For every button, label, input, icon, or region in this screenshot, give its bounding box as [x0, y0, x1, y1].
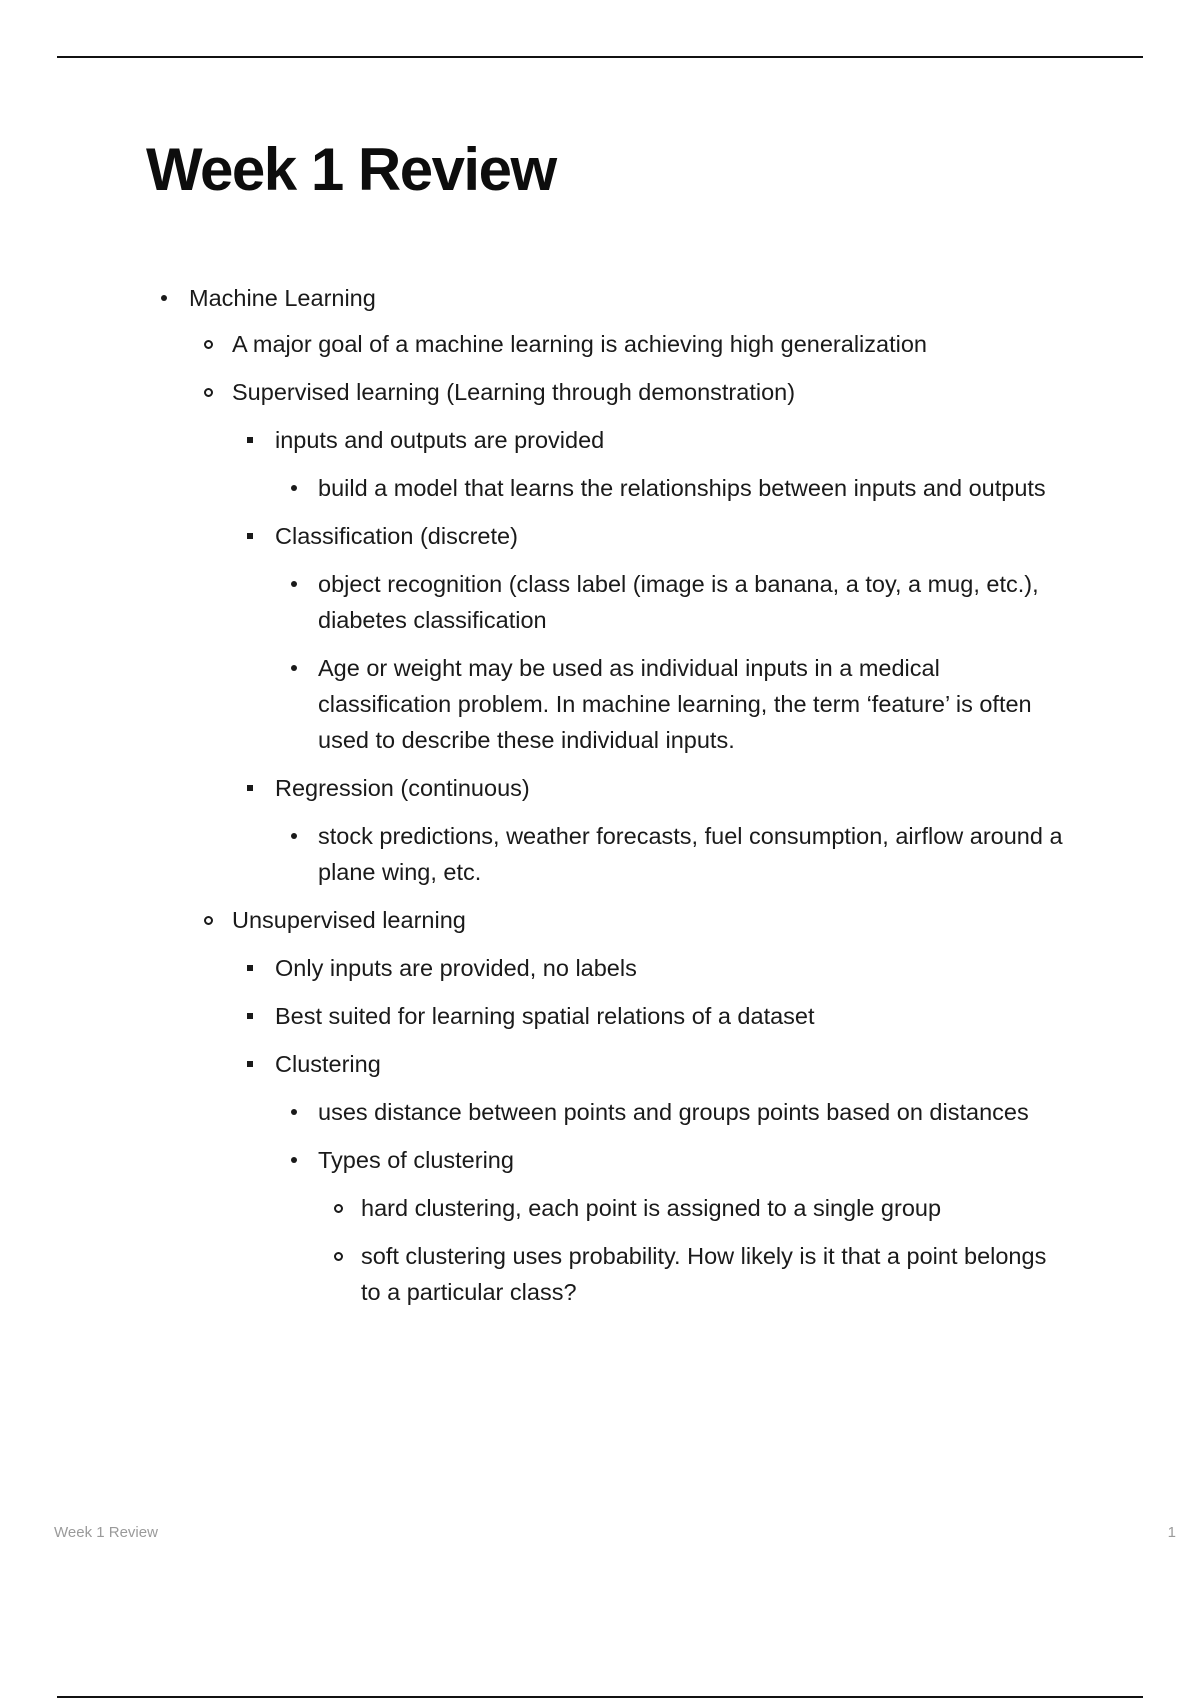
outline-item: [146, 818, 1066, 890]
outline-item-text: Best suited for learning spatial relations of a dataset: [275, 1003, 815, 1029]
footer-page-number: 1: [1167, 1524, 1176, 1541]
outline-item-text: inputs and outputs are provided: [275, 427, 605, 453]
outline-item-text: A major goal of a machine learning is achieving high generalization: [232, 331, 927, 357]
outline-item-text: stock predictions, weather forecasts, fuel consumption, airflow around a plane wing, etc.: [318, 823, 1063, 885]
disc-bullet-icon: [291, 665, 297, 671]
square-bullet-icon: [247, 437, 253, 443]
outline-item: [146, 326, 1066, 362]
outline-list: [146, 280, 1066, 1322]
outline-item: [146, 770, 1066, 806]
circle-bullet-icon: [204, 916, 213, 925]
page-title: Week 1 Review: [146, 136, 556, 203]
disc-bullet-icon: [161, 295, 167, 301]
outline-item: [146, 422, 1066, 458]
square-bullet-icon: [247, 1013, 253, 1019]
circle-bullet-icon: [334, 1204, 343, 1213]
outline-item-text: Unsupervised learning: [232, 907, 466, 933]
disc-bullet-icon: [291, 1157, 297, 1163]
circle-bullet-icon: [334, 1252, 343, 1261]
outline-item: [146, 470, 1066, 506]
outline-item-text: Clustering: [275, 1051, 381, 1077]
outline-item: [146, 1094, 1066, 1130]
outline-item: [146, 518, 1066, 554]
square-bullet-icon: [247, 533, 253, 539]
outline-item: [146, 998, 1066, 1034]
outline-item-text: object recognition (class label (image is a banana, a toy, a mug, etc.), diabetes classification: [318, 571, 1039, 633]
outline-item-text: Machine Learning: [189, 285, 376, 311]
outline-item-text: hard clustering, each point is assigned to a single group: [361, 1195, 942, 1221]
outline-item: [146, 650, 1066, 758]
square-bullet-icon: [247, 965, 253, 971]
circle-bullet-icon: [204, 388, 213, 397]
outline-item: [146, 1046, 1066, 1082]
disc-bullet-icon: [291, 581, 297, 587]
bottom-rule: [57, 1696, 1143, 1698]
outline-item-text: uses distance between points and groups points based on distances: [318, 1099, 1029, 1125]
outline-item-text: Classification (discrete): [275, 523, 518, 549]
outline-item: [146, 1142, 1066, 1178]
footer-document-title: Week 1 Review: [54, 1524, 158, 1541]
top-rule: [57, 56, 1143, 58]
circle-bullet-icon: [204, 340, 213, 349]
outline-item: [146, 950, 1066, 986]
outline-item-text: Types of clustering: [318, 1147, 514, 1173]
outline-item-text: build a model that learns the relationships between inputs and outputs: [318, 475, 1046, 501]
outline-item-text: Regression (continuous): [275, 775, 530, 801]
outline-item-text: soft clustering uses probability. How likely is it that a point belongs to a particular class?: [361, 1243, 1047, 1305]
outline-item-text: Only inputs are provided, no labels: [275, 955, 637, 981]
outline-item: [146, 1190, 1066, 1226]
outline-item: [146, 280, 1066, 316]
outline-item-text: Age or weight may be used as individual inputs in a medical classification problem. In machine learning, the term ‘feature’ is often used to describe these individual inputs.: [318, 655, 1032, 753]
outline-item-text: Supervised learning (Learning through demonstration): [232, 379, 796, 405]
outline-item: [146, 566, 1066, 638]
outline-item: [146, 374, 1066, 410]
disc-bullet-icon: [291, 833, 297, 839]
disc-bullet-icon: [291, 485, 297, 491]
square-bullet-icon: [247, 1061, 253, 1067]
outline-item: [146, 902, 1066, 938]
outline-item: [146, 1238, 1066, 1310]
disc-bullet-icon: [291, 1109, 297, 1115]
square-bullet-icon: [247, 785, 253, 791]
